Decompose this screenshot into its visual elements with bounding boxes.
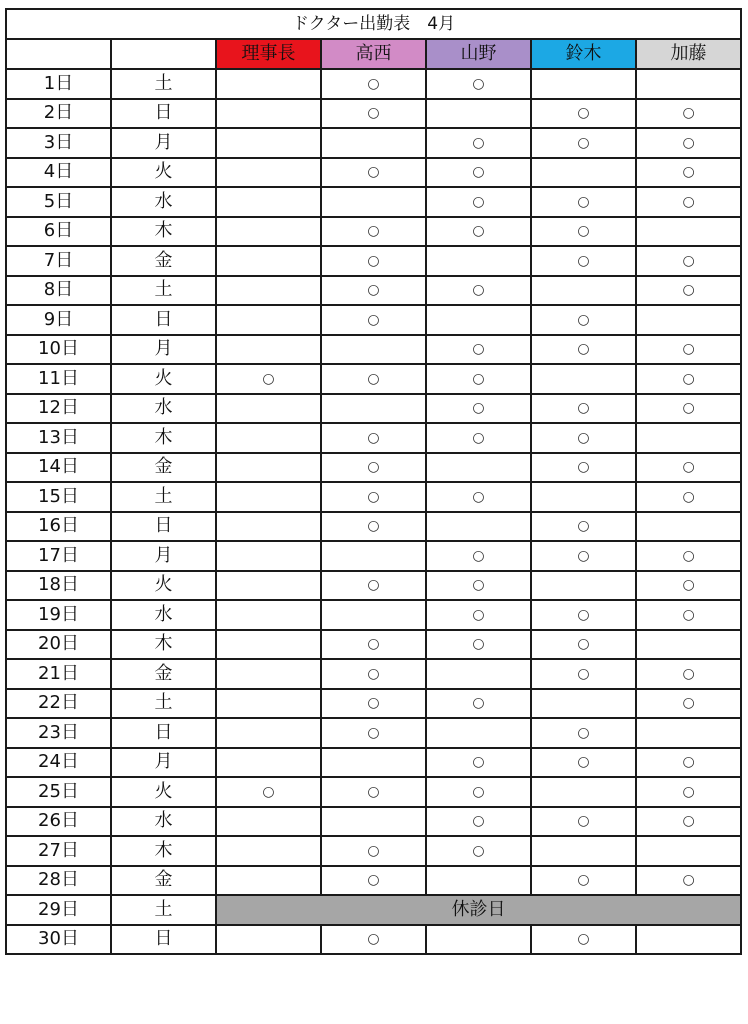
attendance-cell bbox=[636, 423, 741, 453]
table-row bbox=[6, 600, 741, 630]
weekday-cell: 土 bbox=[111, 895, 216, 925]
attendance-cell: ○ bbox=[426, 276, 531, 306]
attendance-cell bbox=[321, 541, 426, 571]
attendance-cell bbox=[426, 866, 531, 896]
attendance-cell: ○ bbox=[321, 777, 426, 807]
attendance-cell: ○ bbox=[321, 453, 426, 483]
weekday-cell: 水 bbox=[111, 600, 216, 630]
date-cell: 20日 bbox=[6, 630, 111, 660]
attendance-cell: ○ bbox=[531, 925, 636, 955]
attendance-cell bbox=[216, 600, 321, 630]
attendance-cell: ○ bbox=[321, 69, 426, 99]
attendance-cell bbox=[531, 689, 636, 719]
attendance-cell: ○ bbox=[531, 335, 636, 365]
date-cell: 6日 bbox=[6, 217, 111, 247]
attendance-cell: ○ bbox=[426, 689, 531, 719]
attendance-cell: ○ bbox=[531, 659, 636, 689]
date-cell: 28日 bbox=[6, 866, 111, 896]
attendance-cell bbox=[636, 836, 741, 866]
attendance-cell bbox=[216, 423, 321, 453]
attendance-cell bbox=[531, 364, 636, 394]
table-row bbox=[6, 748, 741, 778]
attendance-cell: ○ bbox=[426, 128, 531, 158]
attendance-cell: ○ bbox=[426, 807, 531, 837]
attendance-cell: ○ bbox=[636, 777, 741, 807]
attendance-cell: ○ bbox=[426, 423, 531, 453]
attendance-cell: ○ bbox=[636, 187, 741, 217]
attendance-cell bbox=[216, 925, 321, 955]
attendance-cell bbox=[216, 630, 321, 660]
attendance-cell: ○ bbox=[531, 453, 636, 483]
weekday-cell: 日 bbox=[111, 99, 216, 129]
attendance-cell bbox=[531, 276, 636, 306]
weekday-cell: 木 bbox=[111, 630, 216, 660]
table-row bbox=[6, 925, 741, 955]
attendance-cell: ○ bbox=[636, 866, 741, 896]
attendance-cell bbox=[636, 718, 741, 748]
attendance-cell bbox=[216, 482, 321, 512]
table-row bbox=[6, 187, 741, 217]
weekday-cell: 金 bbox=[111, 866, 216, 896]
date-cell: 7日 bbox=[6, 246, 111, 276]
attendance-cell: ○ bbox=[531, 512, 636, 542]
attendance-cell bbox=[216, 541, 321, 571]
attendance-cell: ○ bbox=[636, 600, 741, 630]
attendance-cell bbox=[216, 453, 321, 483]
attendance-cell bbox=[426, 453, 531, 483]
weekday-cell: 水 bbox=[111, 394, 216, 424]
attendance-cell bbox=[321, 600, 426, 630]
attendance-cell: ○ bbox=[426, 187, 531, 217]
table-row bbox=[6, 423, 741, 453]
attendance-cell: ○ bbox=[531, 630, 636, 660]
weekday-cell: 日 bbox=[111, 925, 216, 955]
attendance-cell: ○ bbox=[321, 925, 426, 955]
attendance-cell: ○ bbox=[426, 777, 531, 807]
table-row bbox=[6, 482, 741, 512]
attendance-cell: ○ bbox=[321, 276, 426, 306]
attendance-cell: ○ bbox=[321, 718, 426, 748]
attendance-cell: ○ bbox=[531, 187, 636, 217]
attendance-cell: ○ bbox=[636, 571, 741, 601]
attendance-cell bbox=[426, 99, 531, 129]
attendance-cell bbox=[216, 659, 321, 689]
attendance-cell: ○ bbox=[636, 246, 741, 276]
weekday-cell: 土 bbox=[111, 482, 216, 512]
table-row bbox=[6, 512, 741, 542]
date-cell: 18日 bbox=[6, 571, 111, 601]
attendance-cell: ○ bbox=[321, 423, 426, 453]
attendance-cell: ○ bbox=[636, 99, 741, 129]
attendance-cell: ○ bbox=[426, 364, 531, 394]
attendance-cell bbox=[426, 659, 531, 689]
doctor-schedule-table bbox=[5, 8, 742, 955]
attendance-cell: ○ bbox=[636, 335, 741, 365]
page-title: ドクター出勤表 4月 bbox=[6, 9, 741, 39]
weekday-cell: 土 bbox=[111, 689, 216, 719]
attendance-cell: ○ bbox=[636, 807, 741, 837]
attendance-cell bbox=[216, 689, 321, 719]
attendance-cell: ○ bbox=[321, 158, 426, 188]
table-row bbox=[6, 571, 741, 601]
date-cell: 4日 bbox=[6, 158, 111, 188]
attendance-cell bbox=[531, 571, 636, 601]
attendance-cell bbox=[216, 748, 321, 778]
attendance-cell bbox=[636, 305, 741, 335]
table-row bbox=[6, 895, 741, 925]
attendance-cell bbox=[636, 925, 741, 955]
attendance-cell: ○ bbox=[321, 866, 426, 896]
attendance-cell bbox=[531, 482, 636, 512]
attendance-cell: ○ bbox=[531, 246, 636, 276]
weekday-cell: 金 bbox=[111, 453, 216, 483]
attendance-cell: ○ bbox=[426, 571, 531, 601]
attendance-cell: ○ bbox=[321, 364, 426, 394]
attendance-cell bbox=[531, 836, 636, 866]
date-cell: 15日 bbox=[6, 482, 111, 512]
attendance-cell bbox=[321, 394, 426, 424]
attendance-cell: ○ bbox=[426, 69, 531, 99]
weekday-cell: 木 bbox=[111, 217, 216, 247]
attendance-cell: ○ bbox=[636, 364, 741, 394]
attendance-cell bbox=[321, 187, 426, 217]
attendance-cell bbox=[321, 335, 426, 365]
attendance-cell bbox=[216, 866, 321, 896]
table-row bbox=[6, 659, 741, 689]
weekday-cell: 木 bbox=[111, 836, 216, 866]
weekday-cell: 水 bbox=[111, 807, 216, 837]
date-cell: 1日 bbox=[6, 69, 111, 99]
attendance-cell: ○ bbox=[216, 364, 321, 394]
table-row bbox=[6, 866, 741, 896]
weekday-cell: 土 bbox=[111, 276, 216, 306]
weekday-cell: 月 bbox=[111, 335, 216, 365]
date-cell: 10日 bbox=[6, 335, 111, 365]
weekday-cell: 水 bbox=[111, 187, 216, 217]
attendance-cell: ○ bbox=[636, 394, 741, 424]
weekday-cell: 金 bbox=[111, 659, 216, 689]
attendance-cell: ○ bbox=[321, 512, 426, 542]
table-row bbox=[6, 541, 741, 571]
attendance-cell: ○ bbox=[321, 305, 426, 335]
weekday-cell: 金 bbox=[111, 246, 216, 276]
attendance-cell: ○ bbox=[531, 748, 636, 778]
attendance-cell: ○ bbox=[531, 128, 636, 158]
attendance-cell: ○ bbox=[636, 689, 741, 719]
attendance-cell: ○ bbox=[426, 600, 531, 630]
attendance-cell bbox=[216, 305, 321, 335]
attendance-cell bbox=[216, 187, 321, 217]
attendance-cell: ○ bbox=[636, 128, 741, 158]
attendance-cell bbox=[636, 217, 741, 247]
table-row bbox=[6, 453, 741, 483]
table-row bbox=[6, 246, 741, 276]
table-row bbox=[6, 777, 741, 807]
title-row bbox=[6, 9, 741, 39]
attendance-cell: ○ bbox=[531, 99, 636, 129]
date-cell: 3日 bbox=[6, 128, 111, 158]
weekday-cell: 月 bbox=[111, 128, 216, 158]
date-cell: 24日 bbox=[6, 748, 111, 778]
attendance-cell bbox=[426, 305, 531, 335]
attendance-cell bbox=[636, 69, 741, 99]
attendance-cell: ○ bbox=[426, 836, 531, 866]
date-cell: 27日 bbox=[6, 836, 111, 866]
date-cell: 22日 bbox=[6, 689, 111, 719]
attendance-cell bbox=[426, 246, 531, 276]
attendance-cell bbox=[216, 128, 321, 158]
attendance-cell: ○ bbox=[636, 482, 741, 512]
table-row bbox=[6, 394, 741, 424]
date-cell: 12日 bbox=[6, 394, 111, 424]
attendance-cell bbox=[426, 925, 531, 955]
doctor-header-4: 鈴木 bbox=[531, 39, 636, 69]
date-cell: 13日 bbox=[6, 423, 111, 453]
attendance-cell bbox=[426, 512, 531, 542]
attendance-cell: ○ bbox=[321, 217, 426, 247]
date-cell: 25日 bbox=[6, 777, 111, 807]
weekday-cell: 火 bbox=[111, 364, 216, 394]
attendance-cell: ○ bbox=[321, 689, 426, 719]
attendance-cell: ○ bbox=[321, 99, 426, 129]
attendance-cell: ○ bbox=[531, 600, 636, 630]
attendance-cell bbox=[321, 807, 426, 837]
table-row bbox=[6, 335, 741, 365]
attendance-cell: ○ bbox=[636, 541, 741, 571]
table-row bbox=[6, 158, 741, 188]
date-cell: 21日 bbox=[6, 659, 111, 689]
attendance-cell: ○ bbox=[531, 394, 636, 424]
attendance-cell: ○ bbox=[636, 659, 741, 689]
table-row bbox=[6, 689, 741, 719]
attendance-cell bbox=[531, 69, 636, 99]
attendance-cell: ○ bbox=[321, 246, 426, 276]
attendance-cell: ○ bbox=[321, 571, 426, 601]
date-cell: 29日 bbox=[6, 895, 111, 925]
attendance-cell bbox=[216, 69, 321, 99]
doctor-header-5: 加藤 bbox=[636, 39, 741, 69]
attendance-cell bbox=[216, 394, 321, 424]
date-cell: 19日 bbox=[6, 600, 111, 630]
date-cell: 5日 bbox=[6, 187, 111, 217]
attendance-cell: ○ bbox=[321, 482, 426, 512]
attendance-cell: ○ bbox=[426, 394, 531, 424]
weekday-cell: 日 bbox=[111, 718, 216, 748]
weekday-cell: 月 bbox=[111, 541, 216, 571]
doctor-header-1: 理事長 bbox=[216, 39, 321, 69]
date-header-cell bbox=[6, 39, 111, 69]
attendance-cell bbox=[321, 748, 426, 778]
attendance-cell bbox=[216, 276, 321, 306]
doctor-header-3: 山野 bbox=[426, 39, 531, 69]
date-cell: 23日 bbox=[6, 718, 111, 748]
attendance-cell: ○ bbox=[531, 718, 636, 748]
attendance-cell bbox=[216, 158, 321, 188]
attendance-cell bbox=[216, 335, 321, 365]
table-row bbox=[6, 276, 741, 306]
attendance-cell: ○ bbox=[426, 335, 531, 365]
attendance-cell bbox=[216, 217, 321, 247]
date-cell: 26日 bbox=[6, 807, 111, 837]
attendance-cell bbox=[531, 777, 636, 807]
header-row bbox=[6, 39, 741, 69]
weekday-cell: 日 bbox=[111, 512, 216, 542]
table-row bbox=[6, 69, 741, 99]
attendance-cell: ○ bbox=[636, 453, 741, 483]
attendance-cell: ○ bbox=[216, 777, 321, 807]
table-row bbox=[6, 305, 741, 335]
attendance-cell: ○ bbox=[531, 866, 636, 896]
weekday-cell: 日 bbox=[111, 305, 216, 335]
attendance-cell bbox=[216, 246, 321, 276]
weekday-cell: 土 bbox=[111, 69, 216, 99]
weekday-cell: 火 bbox=[111, 158, 216, 188]
date-cell: 9日 bbox=[6, 305, 111, 335]
table-row bbox=[6, 836, 741, 866]
date-cell: 8日 bbox=[6, 276, 111, 306]
attendance-cell: ○ bbox=[321, 630, 426, 660]
attendance-cell: ○ bbox=[321, 659, 426, 689]
attendance-cell: ○ bbox=[426, 541, 531, 571]
weekday-cell: 月 bbox=[111, 748, 216, 778]
weekday-cell: 木 bbox=[111, 423, 216, 453]
weekday-cell: 火 bbox=[111, 571, 216, 601]
attendance-cell: ○ bbox=[426, 630, 531, 660]
weekday-header-cell bbox=[111, 39, 216, 69]
attendance-cell: ○ bbox=[426, 482, 531, 512]
table-row bbox=[6, 217, 741, 247]
attendance-cell bbox=[216, 571, 321, 601]
date-cell: 2日 bbox=[6, 99, 111, 129]
table-row bbox=[6, 807, 741, 837]
table-row bbox=[6, 99, 741, 129]
attendance-cell bbox=[531, 158, 636, 188]
attendance-cell: ○ bbox=[636, 276, 741, 306]
doctor-header-2: 高西 bbox=[321, 39, 426, 69]
table-row bbox=[6, 718, 741, 748]
table-row bbox=[6, 630, 741, 660]
attendance-cell: ○ bbox=[531, 423, 636, 453]
attendance-cell: ○ bbox=[531, 217, 636, 247]
date-cell: 30日 bbox=[6, 925, 111, 955]
weekday-cell: 火 bbox=[111, 777, 216, 807]
attendance-cell: ○ bbox=[426, 748, 531, 778]
attendance-cell: ○ bbox=[636, 748, 741, 778]
attendance-cell bbox=[426, 718, 531, 748]
attendance-cell: ○ bbox=[531, 807, 636, 837]
attendance-cell bbox=[216, 512, 321, 542]
attendance-cell bbox=[321, 128, 426, 158]
attendance-cell: ○ bbox=[426, 217, 531, 247]
attendance-cell: ○ bbox=[636, 158, 741, 188]
date-cell: 17日 bbox=[6, 541, 111, 571]
table-row bbox=[6, 128, 741, 158]
table-row bbox=[6, 364, 741, 394]
attendance-cell: ○ bbox=[321, 836, 426, 866]
date-cell: 11日 bbox=[6, 364, 111, 394]
closed-day-cell: 休診日 bbox=[216, 895, 741, 925]
attendance-cell: ○ bbox=[531, 541, 636, 571]
date-cell: 14日 bbox=[6, 453, 111, 483]
attendance-cell bbox=[636, 630, 741, 660]
attendance-cell bbox=[216, 836, 321, 866]
attendance-cell bbox=[636, 512, 741, 542]
attendance-cell bbox=[216, 718, 321, 748]
date-cell: 16日 bbox=[6, 512, 111, 542]
attendance-cell bbox=[216, 807, 321, 837]
attendance-cell bbox=[216, 99, 321, 129]
attendance-cell: ○ bbox=[531, 305, 636, 335]
attendance-cell: ○ bbox=[426, 158, 531, 188]
